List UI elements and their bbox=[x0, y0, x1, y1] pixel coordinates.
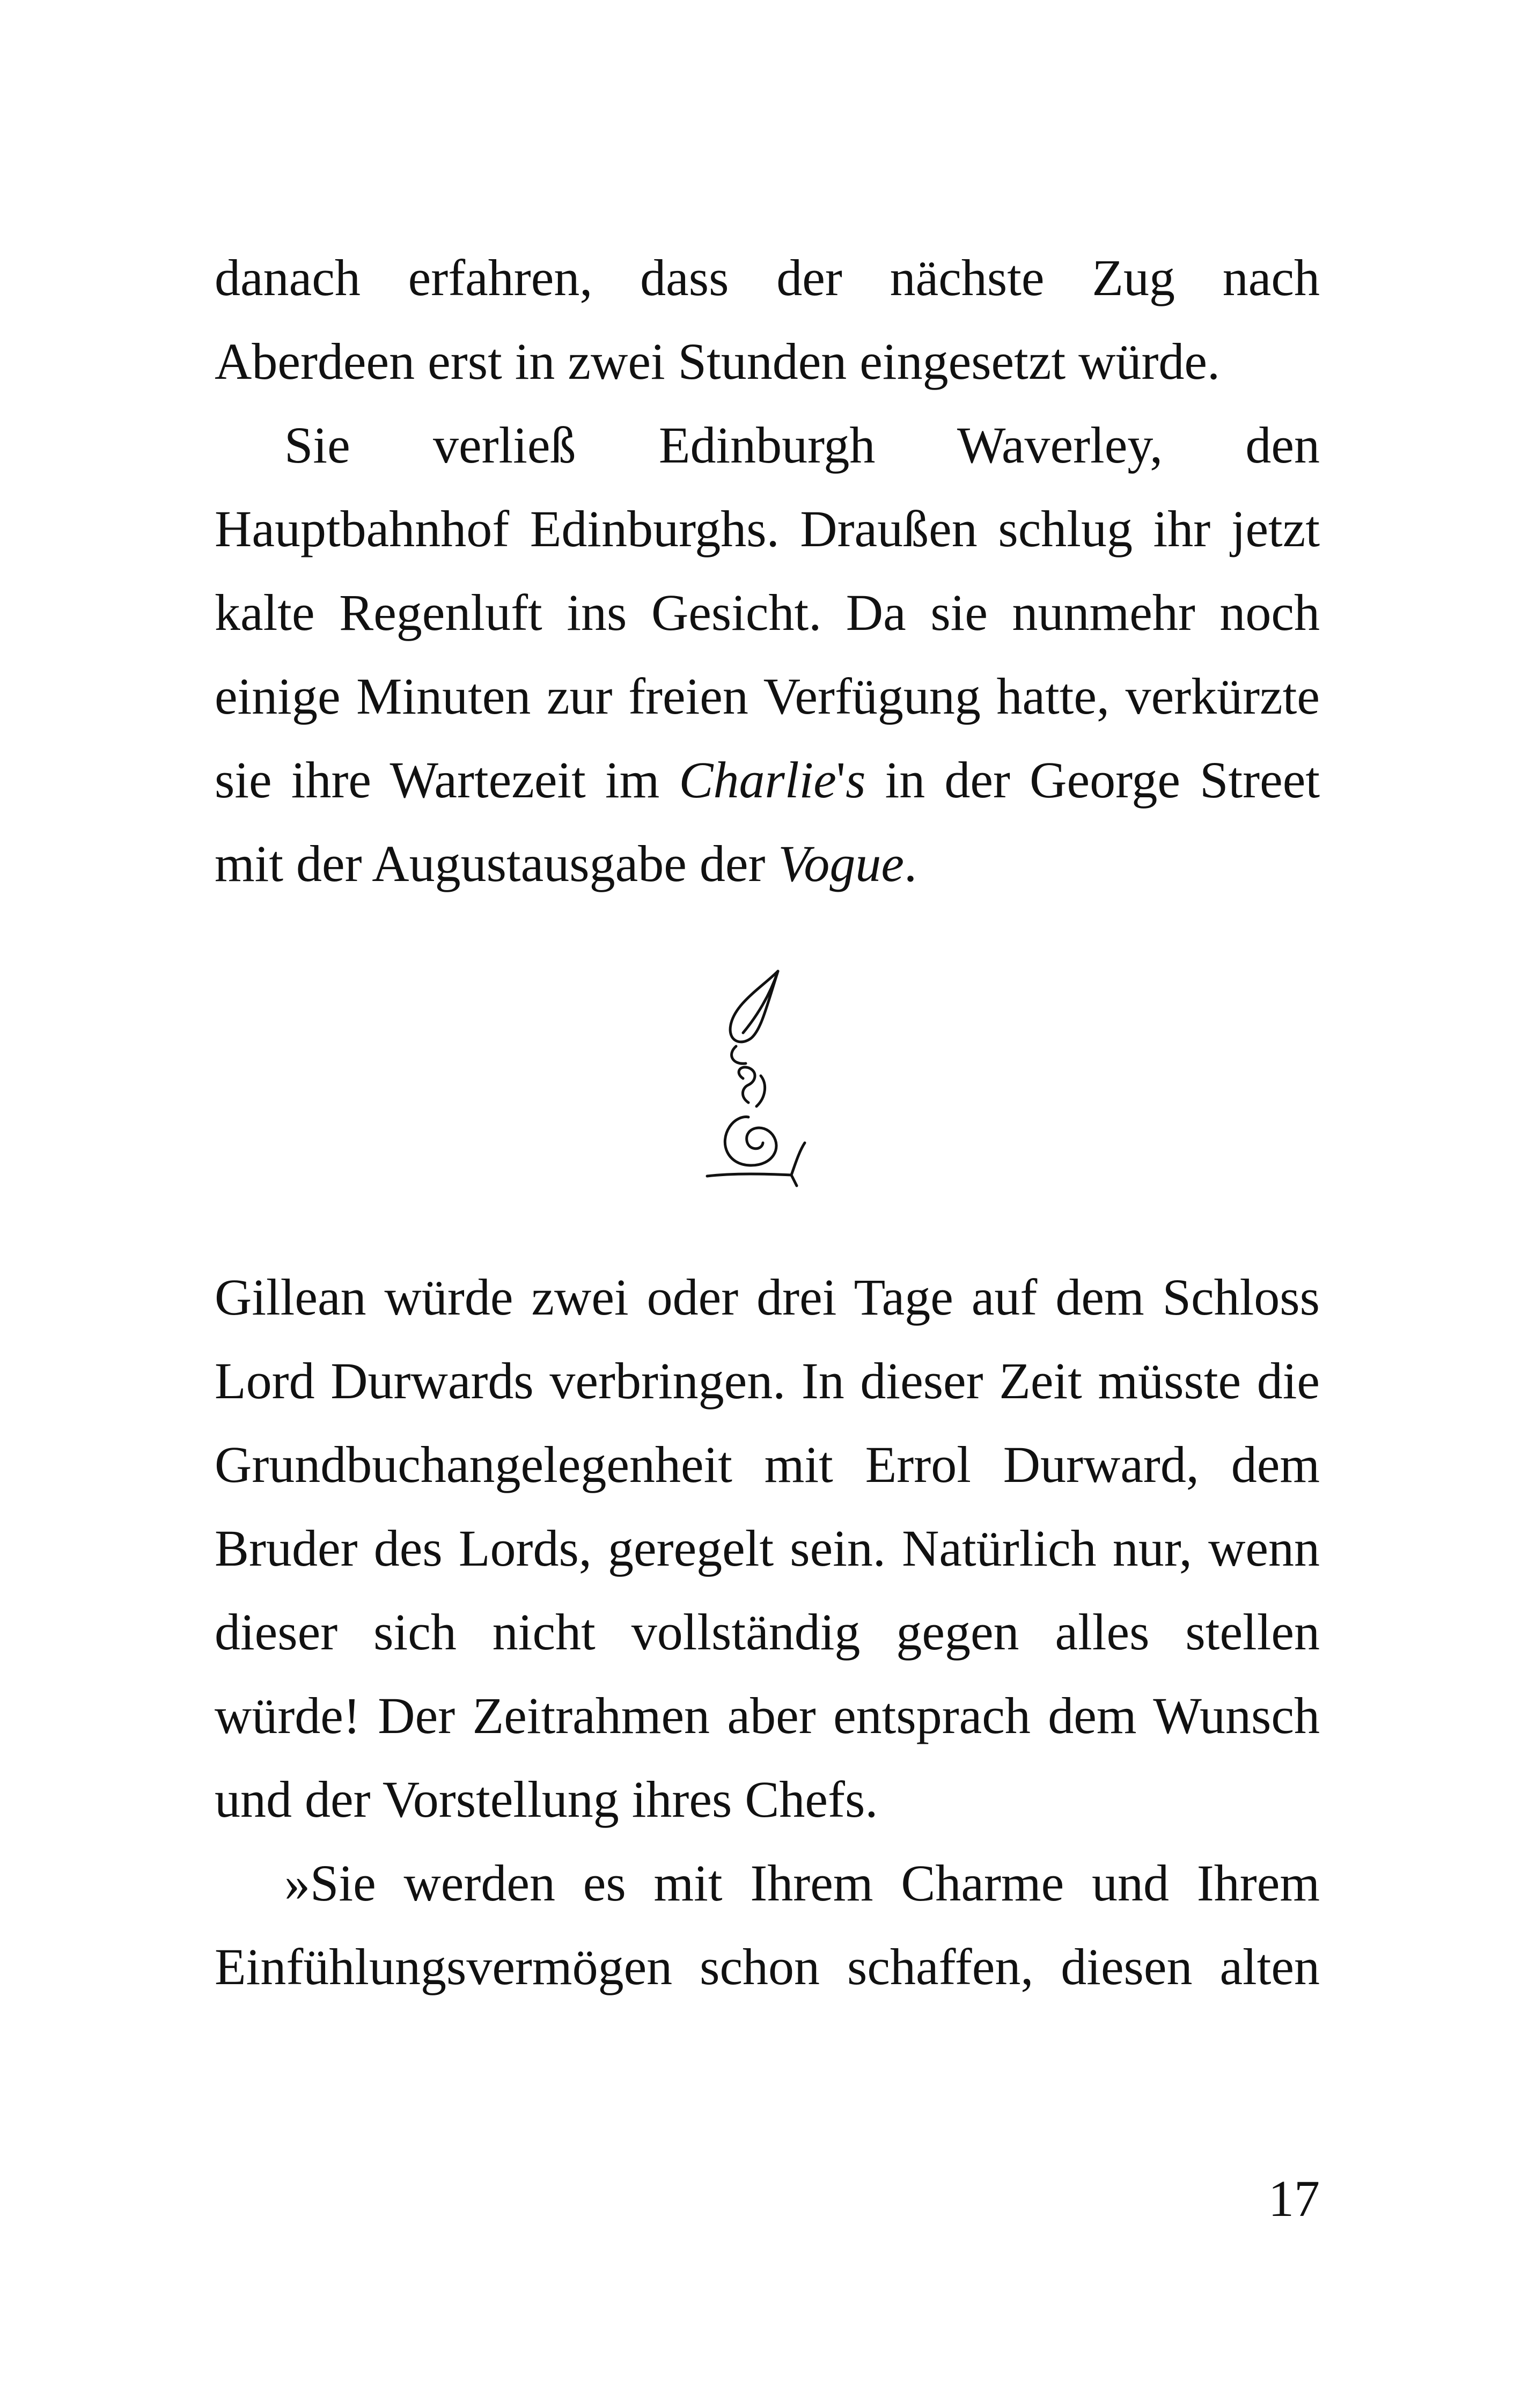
italic-s: s bbox=[846, 751, 866, 809]
floral-scroll-ornament-icon bbox=[697, 966, 815, 1202]
apostrophe: ' bbox=[836, 751, 846, 809]
italic-vogue: Vogue bbox=[778, 835, 905, 892]
text-section-1 bbox=[215, 236, 1320, 906]
paragraph-waverley bbox=[215, 403, 1320, 906]
italic-charlie: Charlie bbox=[679, 751, 836, 809]
paragraph-gillean: Gillean würde zwei oder drei Tage auf dem Schloss Lord Durwards verbringen. In dieser Zeit müsste die Grundbuchangelegenheit mit Errol Durward, dem Bruder des Lords, geregelt sein. Natürlich nur, wenn dieser sich nicht vollständig gegen alles stellen würde! Der Zeitrahmen aber entsprach dem Wunsch und der Vorstellung ihres Chefs. bbox=[215, 1268, 1320, 1828]
page-number: 17 bbox=[1268, 2170, 1320, 2227]
paragraph-text-end: . bbox=[904, 835, 917, 892]
paragraph-quote: »Sie werden es mit Ihrem Charme und Ihrem Einfühlungsvermögen schon schaffen, diesen alten bbox=[215, 1854, 1320, 1995]
paragraph-text-part: in der George Street mit der Augustausgabe der bbox=[215, 751, 1320, 892]
text-section-2 bbox=[215, 1256, 1320, 2009]
paragraph-text-part: Sie verließ Edinburgh Waverley, den Hauptbahnhof Edinburghs. Draußen schlug ihr jetzt kalte Regenluft ins Gesicht. Da sie nunmehr noch einige Minuten zur freien Verfügung hatte, verkürzte sie ihre Wartezeit im bbox=[215, 416, 1320, 809]
paragraph-continuation: danach erfahren, dass der nächste Zug nach Aberdeen erst in zwei Stunden eingesetzt würde. bbox=[215, 249, 1320, 390]
